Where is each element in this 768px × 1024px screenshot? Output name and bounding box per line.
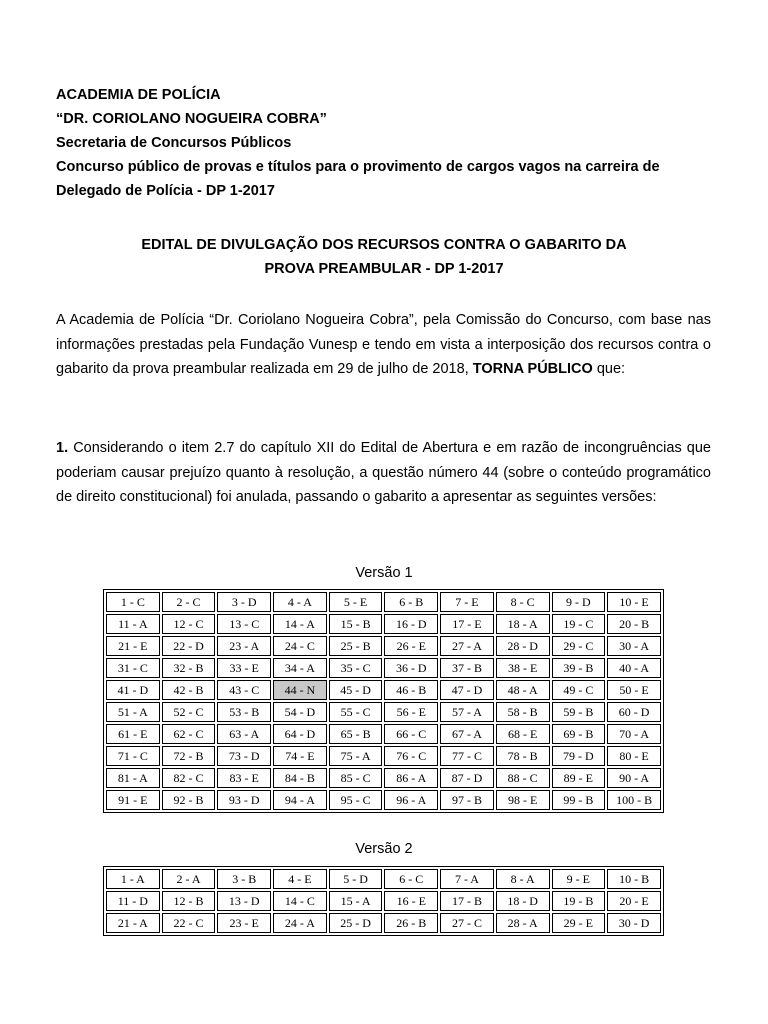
answer-cell: 79 - D [552,746,606,766]
answer-cell: 4 - A [273,592,327,612]
answer-cell: 97 - B [440,790,494,810]
answer-cell: 12 - B [162,891,216,911]
answer-cell: 1 - C [106,592,160,612]
intro-text: A Academia de Polícia “Dr. Coriolano Nogueira Cobra”, pela Comissão do Concurso, com base nas informações prestadas pela Fundação Vunesp e tendo em vista a interposição dos recursos contra o gabarito da prova preambular realizada em 29 de julho de 2018, [56,312,711,377]
table-row [106,702,661,722]
answer-cell: 2 - A [162,869,216,889]
answer-cell: 19 - C [552,614,606,634]
answer-cell: 83 - E [217,768,271,788]
answer-cell: 31 - C [106,658,160,678]
answer-cell: 28 - A [496,913,550,933]
answer-cell: 99 - B [552,790,606,810]
answer-cell: 37 - B [440,658,494,678]
answer-cell: 33 - E [217,658,271,678]
answer-cell: 23 - A [217,636,271,656]
answer-cell: 7 - A [440,869,494,889]
answer-cell: 84 - B [273,768,327,788]
item-1-text: Considerando o item 2.7 do capítulo XII do Edital de Abertura e em razão de incongruências que poderiam causar prejuízo quanto à resolução, a questão número 44 (sobre o conteúdo programático de direito constitucional) foi anulada, passando o gabarito a apresentar as seguintes versões: [56,440,711,505]
institution-subtitle: “DR. CORIOLANO NOGUEIRA COBRA” [56,111,327,127]
table-row [106,768,661,788]
answer-cell: 3 - D [217,592,271,612]
table-row [106,891,661,911]
answer-cell: 95 - C [329,790,383,810]
answer-cell: 64 - D [273,724,327,744]
version-2-label: Versão 2 [355,841,413,857]
answer-cell: 54 - D [273,702,327,722]
answer-cell: 24 - A [273,913,327,933]
answer-cell: 25 - D [329,913,383,933]
table-row [106,913,661,933]
contest-description: Concurso público de provas e títulos para o provimento de cargos vagos na carreira de Delegado de Polícia - DP 1-2017 [56,159,660,199]
table-row [106,614,661,634]
answer-cell: 78 - B [496,746,550,766]
answer-cell: 16 - D [384,614,438,634]
answer-cell: 20 - B [607,614,661,634]
answer-cell: 42 - B [162,680,216,700]
answer-cell: 22 - D [162,636,216,656]
answer-cell: 45 - D [329,680,383,700]
answer-cell: 46 - B [384,680,438,700]
answer-cell: 30 - D [607,913,661,933]
answer-cell: 10 - B [607,869,661,889]
answer-cell: 5 - D [329,869,383,889]
edict-title-line-1: EDITAL DE DIVULGAÇÃO DOS RECURSOS CONTRA O GABARITO DA [141,237,627,253]
table-row [106,680,661,700]
answer-cell: 25 - B [329,636,383,656]
intro-emphasis: TORNA PÚBLICO [472,361,593,377]
answer-cell: 10 - E [607,592,661,612]
answer-cell: 30 - A [607,636,661,656]
answer-cell: 3 - B [217,869,271,889]
answer-cell: 56 - E [384,702,438,722]
answer-cell: 92 - B [162,790,216,810]
document-header [56,83,712,203]
answer-cell: 70 - A [607,724,661,744]
answer-cell: 39 - B [552,658,606,678]
answer-cell: 9 - E [552,869,606,889]
answer-cell: 47 - D [440,680,494,700]
answer-cell: 6 - C [384,869,438,889]
answer-cell: 59 - B [552,702,606,722]
answer-cell: 57 - A [440,702,494,722]
answer-cell: 4 - E [273,869,327,889]
answer-cell: 11 - D [106,891,160,911]
answer-cell: 23 - E [217,913,271,933]
table-row [106,724,661,744]
answer-cell: 94 - A [273,790,327,810]
answer-cell: 49 - C [552,680,606,700]
item-1-number: 1. [56,440,69,456]
answer-cell: 96 - A [384,790,438,810]
answer-cell: 11 - A [106,614,160,634]
table-row [106,746,661,766]
item-1-paragraph [56,436,711,510]
answer-cell: 61 - E [106,724,160,744]
answer-cell: 17 - B [440,891,494,911]
answer-cell: 86 - A [384,768,438,788]
answer-cell: 72 - B [162,746,216,766]
answer-cell: 8 - C [496,592,550,612]
answer-cell: 12 - C [162,614,216,634]
answer-cell: 68 - E [496,724,550,744]
answer-cell: 9 - D [552,592,606,612]
answer-cell: 62 - C [162,724,216,744]
answer-cell: 29 - E [552,913,606,933]
answer-cell: 80 - E [607,746,661,766]
answer-cell: 77 - C [440,746,494,766]
answer-cell: 17 - E [440,614,494,634]
answer-cell: 40 - A [607,658,661,678]
answer-cell: 51 - A [106,702,160,722]
table-row [106,592,661,612]
answer-cell: 18 - D [496,891,550,911]
answer-cell: 14 - C [273,891,327,911]
answer-cell: 1 - A [106,869,160,889]
intro-tail: que: [592,361,626,377]
answer-cell: 63 - A [217,724,271,744]
department-name: Secretaria de Concursos Públicos [56,135,292,151]
answer-cell: 75 - A [329,746,383,766]
answer-cell: 14 - A [273,614,327,634]
answer-cell: 27 - C [440,913,494,933]
answer-cell: 44 - N [273,680,327,700]
answer-cell: 53 - B [217,702,271,722]
answer-cell: 7 - E [440,592,494,612]
answer-cell: 52 - C [162,702,216,722]
answer-cell: 34 - A [273,658,327,678]
answer-cell: 98 - E [496,790,550,810]
answer-cell: 16 - E [384,891,438,911]
answer-cell: 21 - A [106,913,160,933]
answer-cell: 26 - E [384,636,438,656]
answer-cell: 87 - D [440,768,494,788]
answer-cell: 93 - D [217,790,271,810]
answer-cell: 18 - A [496,614,550,634]
institution-name: ACADEMIA DE POLÍCIA [56,87,221,103]
version-1-label: Versão 1 [355,565,413,581]
answer-cell: 85 - C [329,768,383,788]
answer-cell: 88 - C [496,768,550,788]
answer-cell: 58 - B [496,702,550,722]
table-row [106,636,661,656]
version-1-answer-table [103,589,664,813]
answer-cell: 55 - C [329,702,383,722]
edict-title [56,233,712,281]
answer-cell: 91 - E [106,790,160,810]
answer-cell: 71 - C [106,746,160,766]
answer-cell: 43 - C [217,680,271,700]
table-row [106,658,661,678]
answer-cell: 15 - A [329,891,383,911]
answer-cell: 74 - E [273,746,327,766]
answer-cell: 15 - B [329,614,383,634]
answer-cell: 69 - B [552,724,606,744]
answer-cell: 28 - D [496,636,550,656]
answer-cell: 76 - C [384,746,438,766]
answer-cell: 20 - E [607,891,661,911]
table-row [106,869,661,889]
answer-cell: 24 - C [273,636,327,656]
version-2-answer-table [103,866,664,936]
answer-cell: 29 - C [552,636,606,656]
answer-cell: 82 - C [162,768,216,788]
answer-cell: 90 - A [607,768,661,788]
answer-cell: 5 - E [329,592,383,612]
edict-title-line-2: PROVA PREAMBULAR - DP 1-2017 [264,261,504,277]
answer-cell: 32 - B [162,658,216,678]
answer-cell: 21 - E [106,636,160,656]
answer-cell: 26 - B [384,913,438,933]
answer-cell: 73 - D [217,746,271,766]
answer-cell: 48 - A [496,680,550,700]
answer-cell: 8 - A [496,869,550,889]
answer-cell: 50 - E [607,680,661,700]
answer-cell: 19 - B [552,891,606,911]
answer-cell: 27 - A [440,636,494,656]
answer-cell: 13 - C [217,614,271,634]
answer-cell: 100 - B [607,790,661,810]
answer-cell: 65 - B [329,724,383,744]
answer-cell: 89 - E [552,768,606,788]
answer-cell: 41 - D [106,680,160,700]
answer-cell: 60 - D [607,702,661,722]
answer-cell: 67 - A [440,724,494,744]
answer-cell: 36 - D [384,658,438,678]
answer-cell: 35 - C [329,658,383,678]
answer-cell: 2 - C [162,592,216,612]
table-row [106,790,661,810]
answer-cell: 22 - C [162,913,216,933]
intro-paragraph [56,308,711,382]
answer-cell: 13 - D [217,891,271,911]
answer-cell: 66 - C [384,724,438,744]
answer-cell: 81 - A [106,768,160,788]
answer-cell: 38 - E [496,658,550,678]
answer-cell: 6 - B [384,592,438,612]
